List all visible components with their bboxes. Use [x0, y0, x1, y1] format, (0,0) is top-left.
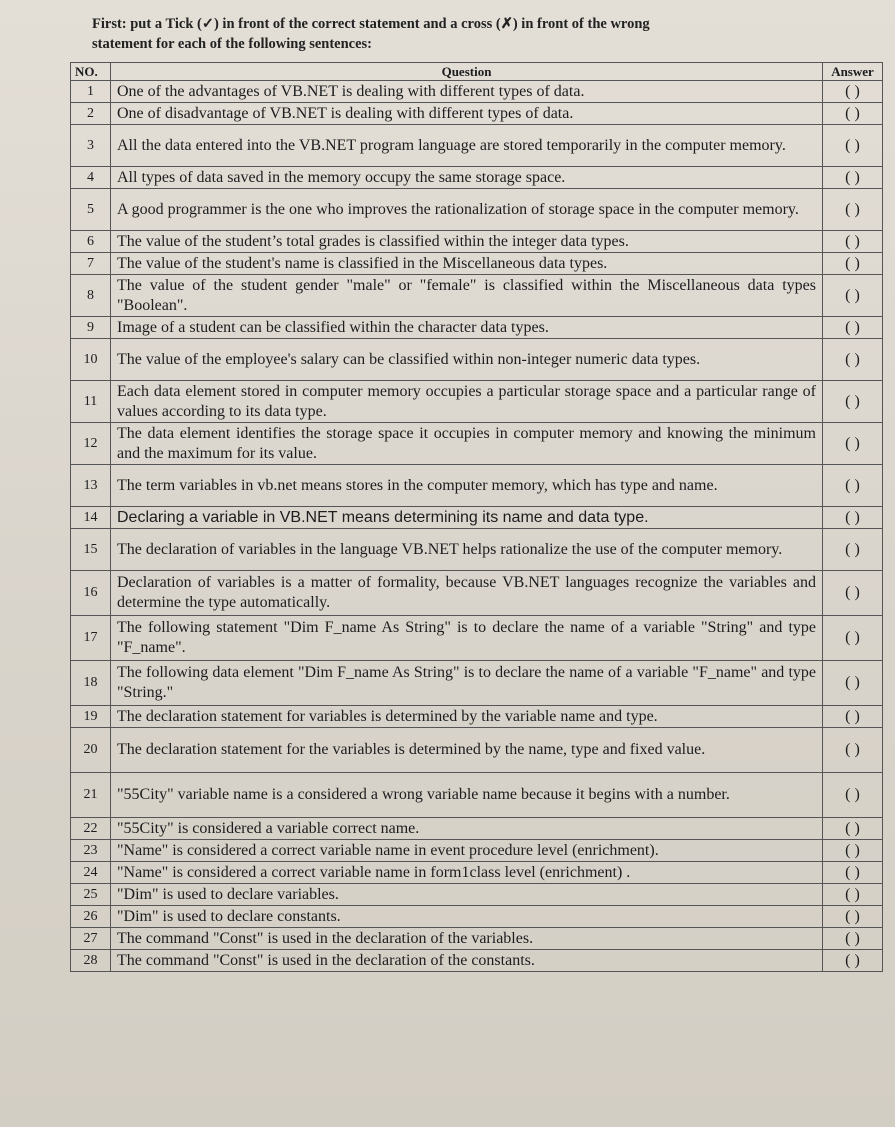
table-row	[71, 529, 883, 571]
question-number: 22	[71, 818, 111, 840]
answer-blank[interactable]: ( )	[823, 706, 883, 728]
answer-blank[interactable]: ( )	[823, 950, 883, 972]
table-row	[71, 125, 883, 167]
table-row	[71, 862, 883, 884]
question-text: One of the advantages of VB.NET is dealing with different types of data.	[111, 81, 823, 103]
question-number: 11	[71, 381, 111, 423]
answer-blank[interactable]: ( )	[823, 529, 883, 571]
table-row	[71, 950, 883, 972]
answer-blank[interactable]: ( )	[823, 317, 883, 339]
question-number: 21	[71, 773, 111, 818]
table-header-row	[71, 63, 883, 81]
question-text: "55City" is considered a variable correct name.	[111, 818, 823, 840]
table-row	[71, 773, 883, 818]
table-row	[71, 423, 883, 465]
question-text: "Dim" is used to declare constants.	[111, 906, 823, 928]
question-number: 19	[71, 706, 111, 728]
answer-blank[interactable]: ( )	[823, 125, 883, 167]
question-number: 2	[71, 103, 111, 125]
instructions	[92, 14, 852, 54]
question-text: The following statement "Dim F_name As String" is to declare the name of a variable "String" and type "F_name".	[111, 616, 823, 661]
table-row	[71, 253, 883, 275]
answer-blank[interactable]: ( )	[823, 231, 883, 253]
table-row	[71, 275, 883, 317]
answer-blank[interactable]: ( )	[823, 616, 883, 661]
question-text: The command "Const" is used in the declaration of the constants.	[111, 950, 823, 972]
table-row	[71, 317, 883, 339]
table-row	[71, 381, 883, 423]
question-text: The value of the student gender "male" or "female" is classified within the Miscellaneous data types "Boolean".	[111, 275, 823, 317]
answer-blank[interactable]: ( )	[823, 381, 883, 423]
question-number: 3	[71, 125, 111, 167]
question-text: "Name" is considered a correct variable name in form1class level (enrichment) .	[111, 862, 823, 884]
question-text: The data element identifies the storage space it occupies in computer memory and knowing the minimum and the maximum for its value.	[111, 423, 823, 465]
header-no: NO.	[71, 63, 111, 81]
answer-blank[interactable]: ( )	[823, 507, 883, 529]
header-answer: Answer	[823, 63, 883, 81]
question-number: 25	[71, 884, 111, 906]
question-text: All types of data saved in the memory occupy the same storage space.	[111, 167, 823, 189]
answer-blank[interactable]: ( )	[823, 81, 883, 103]
instructions-line-2: statement for each of the following sentences:	[92, 36, 373, 52]
table-row	[71, 81, 883, 103]
answer-blank[interactable]: ( )	[823, 275, 883, 317]
question-text: One of disadvantage of VB.NET is dealing with different types of data.	[111, 103, 823, 125]
answer-blank[interactable]: ( )	[823, 884, 883, 906]
header-question: Question	[111, 63, 823, 81]
question-number: 15	[71, 529, 111, 571]
answer-blank[interactable]: ( )	[823, 862, 883, 884]
question-number: 9	[71, 317, 111, 339]
question-number: 4	[71, 167, 111, 189]
answer-blank[interactable]: ( )	[823, 103, 883, 125]
question-text: The command "Const" is used in the declaration of the variables.	[111, 928, 823, 950]
table-row	[71, 103, 883, 125]
answer-blank[interactable]: ( )	[823, 818, 883, 840]
question-number: 1	[71, 81, 111, 103]
question-text: The declaration statement for the variables is determined by the name, type and fixed value.	[111, 728, 823, 773]
question-number: 24	[71, 862, 111, 884]
table-body	[71, 81, 883, 972]
question-text: Image of a student can be classified within the character data types.	[111, 317, 823, 339]
answer-blank[interactable]: ( )	[823, 189, 883, 231]
question-text: The value of the employee's salary can be classified within non-integer numeric data types.	[111, 339, 823, 381]
question-text: "55City" variable name is a considered a wrong variable name because it begins with a number.	[111, 773, 823, 818]
table-row	[71, 339, 883, 381]
table-row	[71, 616, 883, 661]
answer-blank[interactable]: ( )	[823, 773, 883, 818]
table-row	[71, 661, 883, 706]
instructions-line-1: First: put a Tick (✓) in front of the correct statement and a cross (✗) in front of the wrong	[92, 16, 650, 32]
question-number: 17	[71, 616, 111, 661]
question-text: The value of the student’s total grades is classified within the integer data types.	[111, 231, 823, 253]
answer-blank[interactable]: ( )	[823, 840, 883, 862]
table-row	[71, 167, 883, 189]
table-row	[71, 465, 883, 507]
table-row	[71, 884, 883, 906]
table-row	[71, 906, 883, 928]
question-text: "Name" is considered a correct variable name in event procedure level (enrichment).	[111, 840, 823, 862]
question-number: 8	[71, 275, 111, 317]
answer-blank[interactable]: ( )	[823, 571, 883, 616]
table-row	[71, 507, 883, 529]
table-row	[71, 928, 883, 950]
questions-table	[70, 62, 883, 972]
question-text: The value of the student's name is classified in the Miscellaneous data types.	[111, 253, 823, 275]
question-number: 26	[71, 906, 111, 928]
question-text: The following data element "Dim F_name As String" is to declare the name of a variable "F_name" and type "String."	[111, 661, 823, 706]
question-text: Declaration of variables is a matter of formality, because VB.NET languages recognize the variables and determine the type automatically.	[111, 571, 823, 616]
question-number: 18	[71, 661, 111, 706]
question-number: 7	[71, 253, 111, 275]
question-number: 10	[71, 339, 111, 381]
question-number: 23	[71, 840, 111, 862]
answer-blank[interactable]: ( )	[823, 661, 883, 706]
question-number: 27	[71, 928, 111, 950]
answer-blank[interactable]: ( )	[823, 423, 883, 465]
table-row	[71, 706, 883, 728]
question-number: 16	[71, 571, 111, 616]
table-row	[71, 728, 883, 773]
answer-blank[interactable]: ( )	[823, 339, 883, 381]
question-number: 28	[71, 950, 111, 972]
question-text: The declaration statement for variables is determined by the variable name and type.	[111, 706, 823, 728]
answer-blank[interactable]: ( )	[823, 465, 883, 507]
question-text: Declaring a variable in VB.NET means determining its name and data type.	[111, 507, 823, 529]
table-row	[71, 189, 883, 231]
table-row	[71, 840, 883, 862]
question-text: A good programmer is the one who improves the rationalization of storage space in the computer memory.	[111, 189, 823, 231]
question-number: 20	[71, 728, 111, 773]
question-number: 6	[71, 231, 111, 253]
answer-blank[interactable]: ( )	[823, 906, 883, 928]
question-text: All the data entered into the VB.NET program language are stored temporarily in the computer memory.	[111, 125, 823, 167]
answer-blank[interactable]: ( )	[823, 728, 883, 773]
question-number: 5	[71, 189, 111, 231]
answer-blank[interactable]: ( )	[823, 167, 883, 189]
answer-blank[interactable]: ( )	[823, 253, 883, 275]
question-number: 12	[71, 423, 111, 465]
table-row	[71, 818, 883, 840]
question-text: Each data element stored in computer memory occupies a particular storage space and a particular range of values according to its data type.	[111, 381, 823, 423]
question-text: The term variables in vb.net means stores in the computer memory, which has type and name.	[111, 465, 823, 507]
question-number: 14	[71, 507, 111, 529]
answer-blank[interactable]: ( )	[823, 928, 883, 950]
question-number: 13	[71, 465, 111, 507]
question-text: "Dim" is used to declare variables.	[111, 884, 823, 906]
table-row	[71, 571, 883, 616]
table-row	[71, 231, 883, 253]
question-text: The declaration of variables in the language VB.NET helps rationalize the use of the computer memory.	[111, 529, 823, 571]
